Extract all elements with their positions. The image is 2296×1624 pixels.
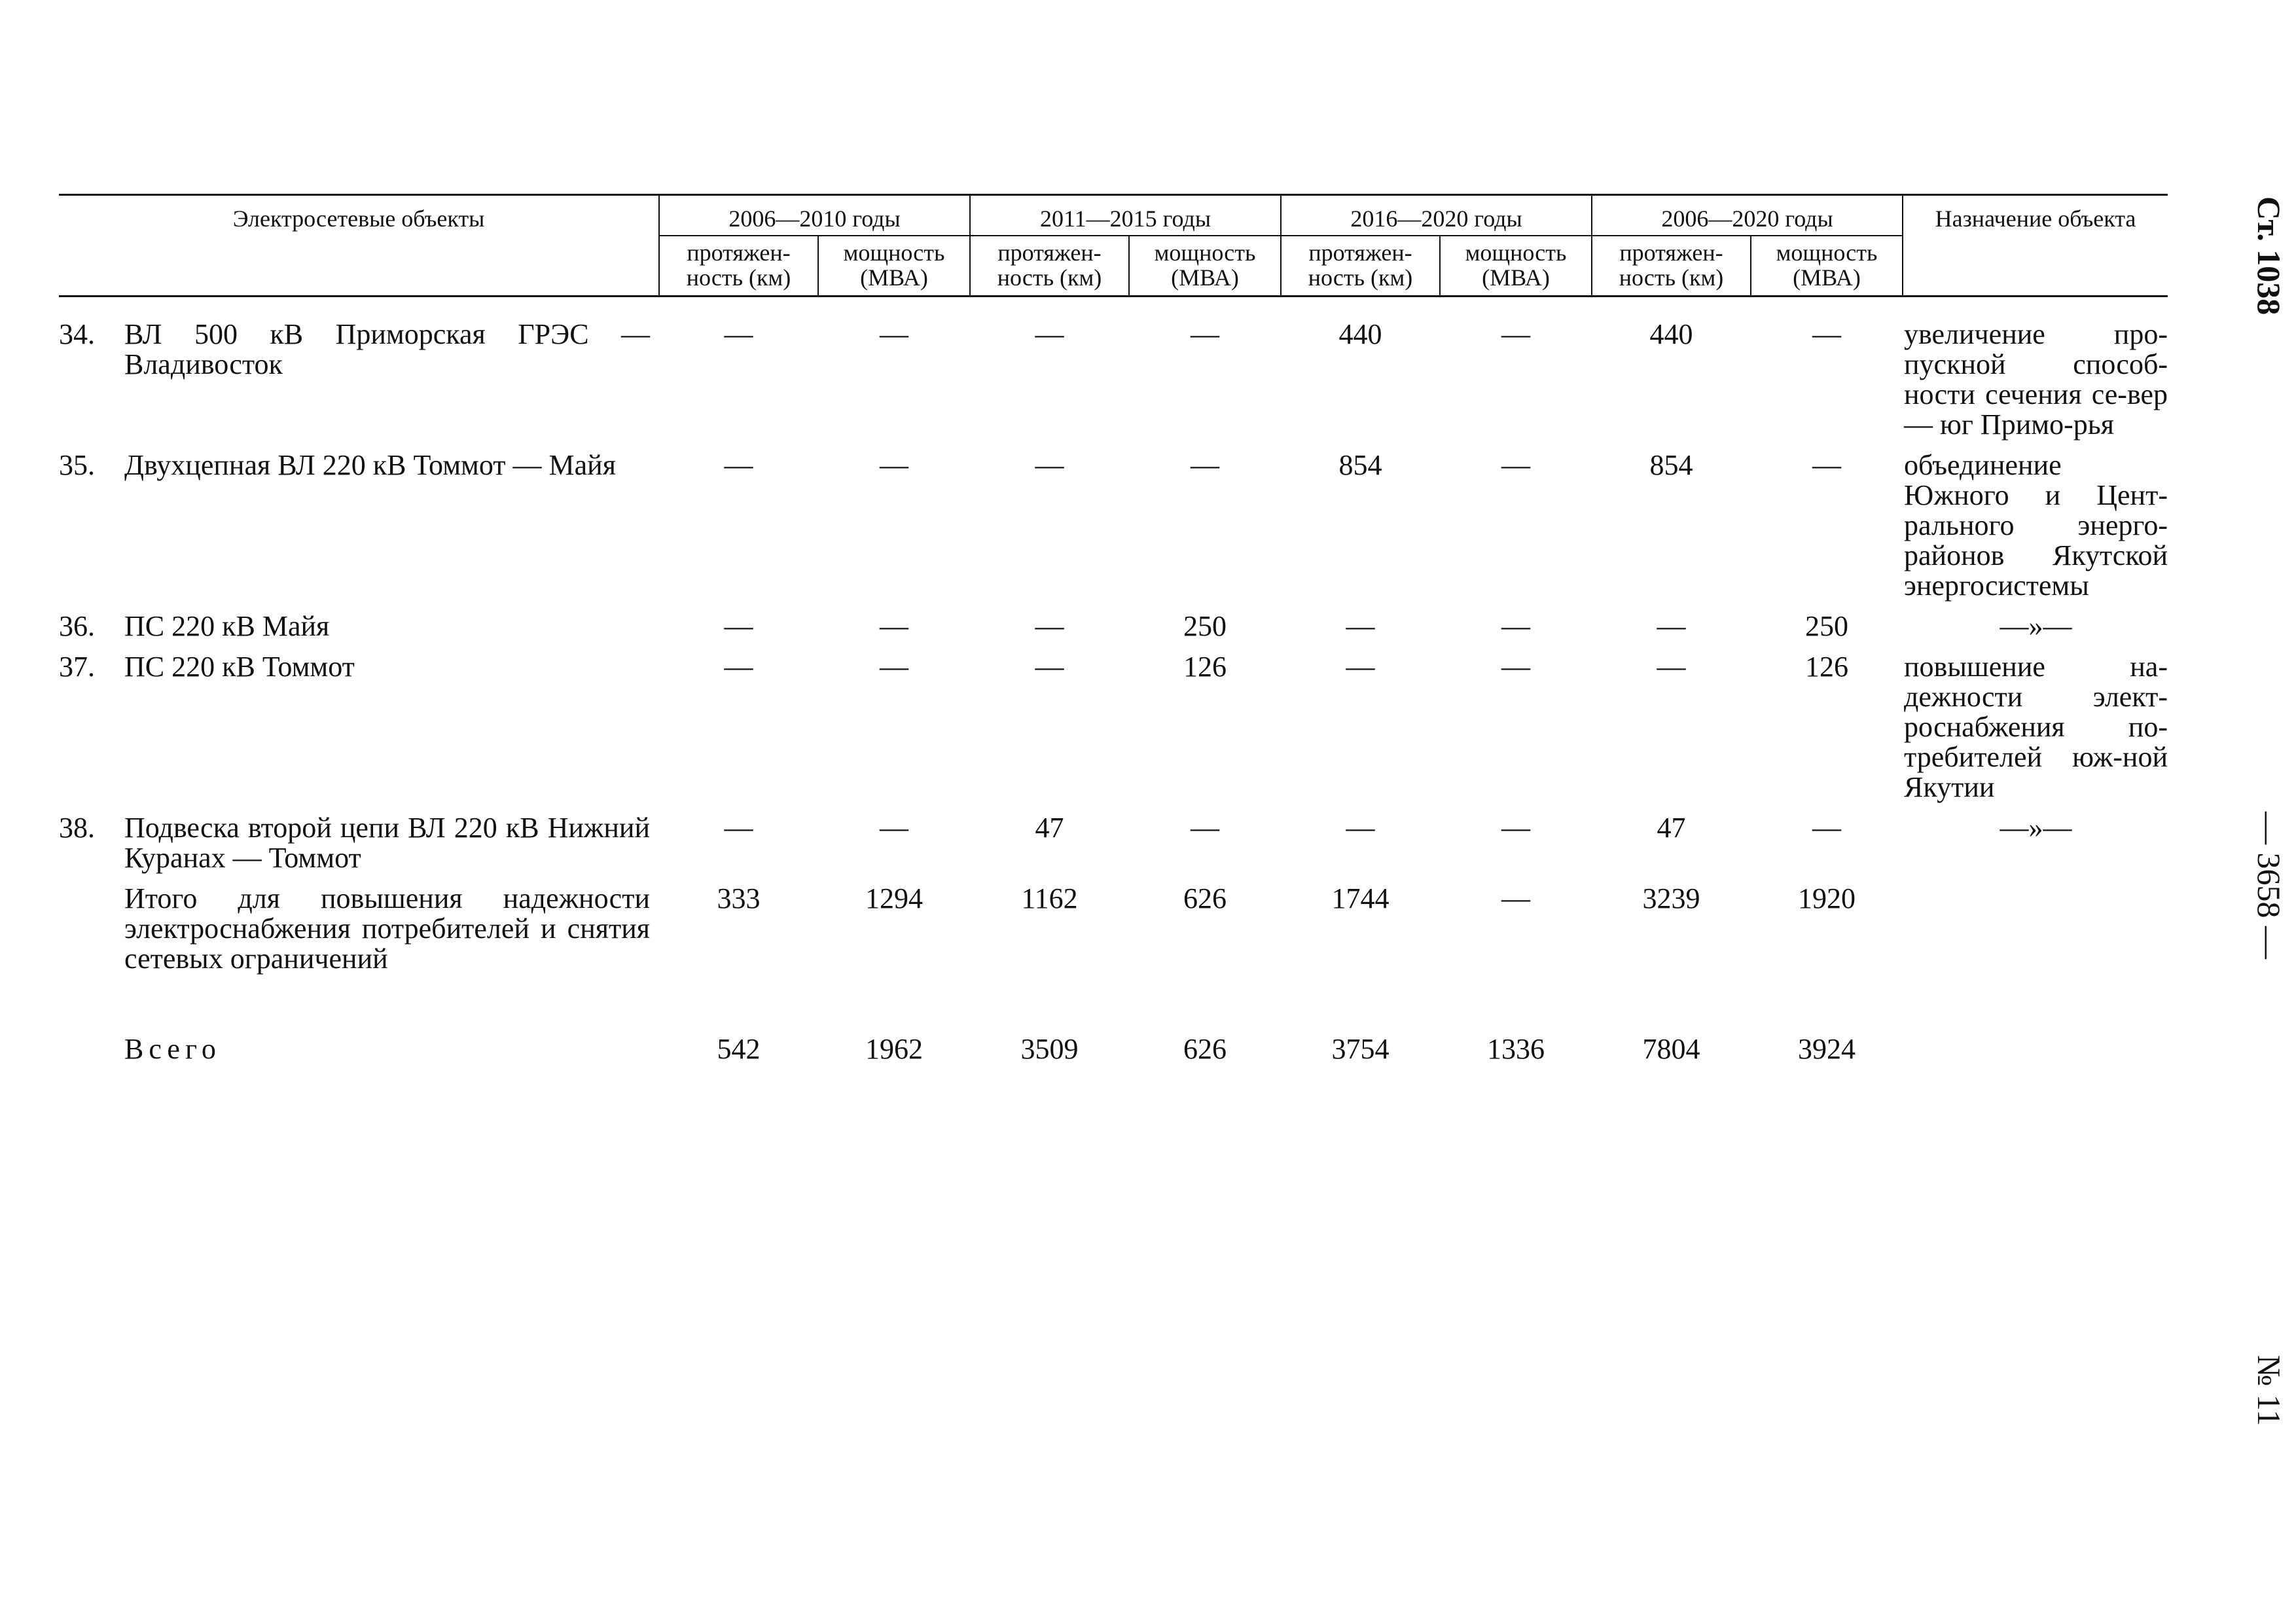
empty-purpose [1903,984,2168,1075]
subtotal-label-cell [59,884,659,984]
header-power: мощность (МВА) [1440,236,1592,297]
purpose-cell: —»— [2000,812,2072,844]
table-header [59,195,2168,297]
value-cell: — [880,318,908,350]
empty-number [59,884,124,974]
value-cell: — [724,449,753,481]
document-table-container [59,194,2168,1075]
subtotal-value: 333 [717,882,761,914]
table-body [59,297,2168,1075]
value-cell: — [1501,449,1530,481]
value-cell: — [1812,449,1841,481]
row-name: Подвеска второй цепи ВЛ 220 кВ Нижний Куранах — Томмот [124,812,650,874]
header-length: протяжен-ность (км) [1281,236,1440,297]
row-number: 36. [59,610,95,642]
subtotal-value: 1162 [1021,882,1078,914]
value-cell: — [1346,812,1375,844]
value-cell: 250 [1183,610,1227,642]
value-cell: — [1035,449,1064,481]
row-number: 34. [59,318,95,350]
value-cell: — [724,318,753,350]
total-value: 626 [1183,1033,1227,1065]
value-cell: 854 [1649,449,1693,481]
page-number: — 3658 — [2251,812,2287,959]
header-period-2016-2020: 2016—2020 годы [1281,195,1592,236]
value-cell: — [1346,610,1375,642]
table-row [59,611,2168,652]
header-period-2011-2015: 2011—2015 годы [970,195,1281,236]
total-value: 3924 [1798,1033,1856,1065]
value-cell: — [1191,449,1219,481]
value-cell: — [1035,318,1064,350]
header-power: мощность (МВА) [1751,236,1903,297]
purpose-cell: повышение на-дежности элект-роснабжения по-требителей юж-ной Якутии [1904,651,2168,803]
total-value: 3509 [1020,1033,1079,1065]
value-cell: 854 [1338,449,1382,481]
value-cell: 126 [1183,651,1227,683]
value-cell: — [724,651,753,683]
issue-number: № 11 [2251,1355,2287,1426]
value-cell: — [1501,610,1530,642]
row-number: 35. [59,449,95,481]
subtotal-label: Итого для повышения надежности электроснабжения потребителей и снятия сетевых ограничений [124,882,650,975]
row-name: Двухцепная ВЛ 220 кВ Томмот — Майя [124,449,616,481]
value-cell: — [1812,318,1841,350]
purpose-cell: —»— [2000,610,2072,642]
subtotal-value: — [1501,882,1530,914]
subtotal-row [59,884,2168,984]
subtotal-value: 626 [1183,882,1227,914]
total-value: 1962 [865,1033,923,1065]
header-purpose: Назначение объекта [1903,195,2168,297]
value-cell: — [1812,812,1841,844]
subtotal-value: 3239 [1642,882,1700,914]
subtotal-value: 1294 [865,882,923,914]
value-cell: — [880,449,908,481]
header-objects: Электросетевые объекты [59,195,659,297]
power-grid-objects-table [59,194,2168,1075]
total-value: 7804 [1642,1033,1700,1065]
header-period-2006-2010: 2006—2010 годы [659,195,970,236]
header-power: мощность (МВА) [1129,236,1281,297]
purpose-cell: объединение Южного и Цент-рального энерго-районов Якутской энергосистемы [1904,449,2168,602]
empty-number [59,1034,124,1064]
value-cell: — [880,812,908,844]
row-name-cell [59,611,659,652]
row-name: ПС 220 кВ Майя [124,610,330,642]
value-cell: — [1035,610,1064,642]
value-cell: 440 [1338,318,1382,350]
table-row [59,297,2168,451]
value-cell: — [1657,610,1686,642]
value-cell: — [1501,812,1530,844]
value-cell: — [1035,651,1064,683]
header-length: протяжен-ность (км) [659,236,818,297]
value-cell: — [1346,651,1375,683]
value-cell: — [724,812,753,844]
header-power: мощность (МВА) [818,236,970,297]
empty-purpose [1903,884,2168,984]
table-row [59,652,2168,813]
subtotal-value: 1744 [1331,882,1390,914]
row-number: 38. [59,812,95,844]
header-period-2006-2020: 2006—2020 годы [1592,195,1903,236]
table-row [59,813,2168,884]
total-label: Всего [124,1033,221,1065]
header-length: протяжен-ность (км) [1592,236,1751,297]
value-cell: 47 [1657,812,1686,844]
value-cell: — [880,610,908,642]
total-value: 542 [717,1033,761,1065]
article-number: Ст. 1038 [2251,196,2287,316]
row-name-cell [59,297,659,451]
total-row [59,984,2168,1075]
row-name-cell [59,652,659,813]
value-cell: 126 [1805,651,1848,683]
table-row [59,450,2168,611]
value-cell: — [1191,812,1219,844]
total-value: 1336 [1487,1033,1545,1065]
value-cell: — [724,610,753,642]
value-cell: — [1501,318,1530,350]
value-cell: — [1191,318,1219,350]
value-cell: 250 [1805,610,1848,642]
row-name-cell [59,450,659,611]
row-number: 37. [59,651,95,683]
row-name-cell [59,813,659,884]
row-name: ВЛ 500 кВ Приморская ГРЭС — Владивосток [124,318,650,380]
total-label-cell [59,984,659,1075]
purpose-cell: увеличение про-пускной способ-ности сечения се-вер — юг Примо-рья [1904,318,2168,441]
page-margin-labels [2240,196,2296,1440]
row-name: ПС 220 кВ Томмот [124,651,355,683]
header-length: протяжен-ность (км) [970,236,1129,297]
value-cell: — [1501,651,1530,683]
total-value: 3754 [1331,1033,1390,1065]
subtotal-value: 1920 [1798,882,1856,914]
value-cell: — [880,651,908,683]
value-cell: — [1657,651,1686,683]
value-cell: 440 [1649,318,1693,350]
value-cell: 47 [1035,812,1064,844]
